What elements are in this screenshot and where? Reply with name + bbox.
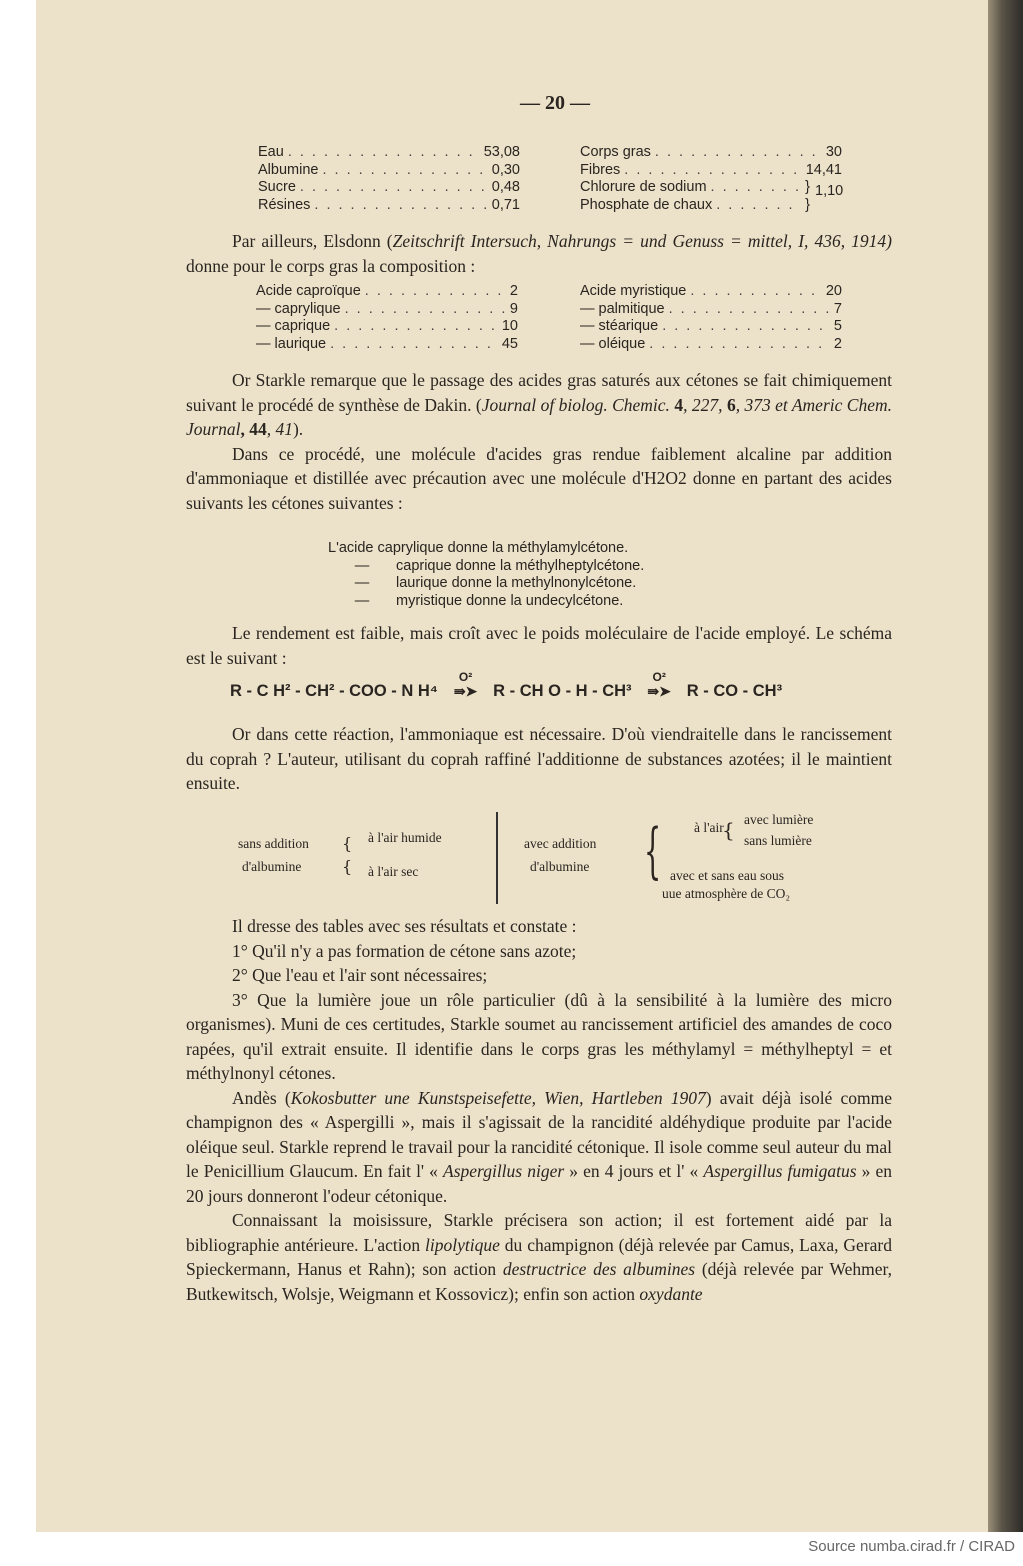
arrow-icon: O² ⇛➤: [453, 670, 478, 699]
list-item: — laurique donne la methylnonylcétone.: [354, 575, 637, 591]
page-number: — 20 —: [520, 92, 590, 114]
composition-left: [258, 144, 520, 214]
paragraph-dakin: Dans ce procédé, une molécule d'acides gras rendue faiblement alcaline par addition d'ammoniaque et distillée avec précaution avec une molécule d'H2O2 donne en partant des acides suivants les cétones suivantes :: [186, 443, 892, 513]
list-item: Acide caproïque . . . 2: [256, 283, 518, 301]
acids-right: [580, 283, 842, 353]
list-item: — caprylique . . . 9: [256, 301, 518, 319]
list-item: L'acide caprylique donne la méthylamylcétone.: [328, 540, 629, 556]
book-spine: [988, 0, 1023, 1532]
combined-value: 1,10: [815, 183, 844, 199]
experiment-table: sans addition d'albumine { { à l'air humide à l'air sec avec addition d'albumine { à l'air { avec lumière sans lumière avec et sans eau sous uue atmosphère de CO₂: [238, 812, 878, 904]
list-item: — caprique donne la méthylheptylcétone.: [354, 557, 645, 574]
divider: [496, 812, 498, 904]
paragraph-starkle: Connaissant la moisissure, Starkle précisera son action; il est fortement aidé par la bibliographie antérieure. L'action lipolytique du champignon (déjà relevée par Camus, Laxa, Gerard Spieckermann, Hanus et Rahn); son action destructrice des albumines (déjà relevée par Wehmer, Butkewitsch, Wolsje, Weigmann et Kossovicz); enfin son action oxydante: [186, 1210, 892, 1304]
list-item: Fibres . . . 14,41: [580, 162, 842, 180]
list-item: — oléique . . . 2: [580, 336, 842, 354]
source-credit: Source numba.cirad.fr / CIRAD: [808, 1538, 1015, 1555]
paragraph: Or dans cette réaction, l'ammoniaque est nécessaire. D'où viendraitelle dans le rancissement du coprah ? L'auteur, utilisant du coprah raffiné l'additionne de substances azotées; il le maintient ensuite.: [186, 724, 892, 793]
arrow-icon: O² ⇛➤: [647, 670, 671, 699]
list-item: 2° Que l'eau et l'air sont nécessaires;: [232, 965, 488, 985]
list-item: — palmitique . . . 7: [580, 301, 842, 319]
list-item: Acide myristique . . . 20: [580, 283, 842, 301]
list-item: Albumine . . . 0,30: [258, 162, 520, 180]
list-item: 3° Que la lumière joue un rôle particulier (dû à la sensibilité à la lumière des micro organismes). Muni de ces certitudes, Starkle soumet au rancissement artificiel des amandes de coco rapées, qu'il extrait ensuite. Il identifie dans le corps gras les méthylamyl = méthylheptyl = et méthylnonyl cétones.: [186, 989, 892, 1083]
list-item: 1° Qu'il n'y a pas formation de cétone sans azote;: [232, 940, 577, 961]
list-item: Eau . . . 53,08: [258, 144, 520, 162]
list-item: Chlorure de sodium . . . }: [580, 179, 810, 197]
list-item: Sucre . . . 0,48: [258, 179, 520, 197]
paragraph: Il dresse des tables avec ses résultats et constate : 1° Qu'il n'y a pas formation de cétone sans azote; 2° Que l'eau et l'air sont nécessaires; 3° Que la lumière joue un rôle particulier (dû à la sensibilité à la lumière des micro organismes). Muni de ces certitudes, Starkle soumet au rancissement artificiel des amandes de coco rapées, qu'il extrait ensuite. Il identifie dans le corps gras les méthylamyl = méthylheptyl = et méthylnonyl cétones. Andès (Kokosbutter une Kunstspeisefette, Wien, Hartleben 1907) avait déjà isolé comme champignon des « Aspergilli », mais il s'agissait de la rancidité aldéhydique produite par l'acide oléique seul. Starkle reprend le travail pour la rancidité cétonique. Il isole comme seul auteur du mal le Penicillium Glaucum. En fait l' « Aspergillus niger » en 4 jours et l' « Aspergillus fumigatus » en 20 jours donneront l'odeur cétonique. Connaissant la moisissure, Starkle précisera son action; il est fortement aidé par la bibliographie antérieure. L'action lipolytique du champignon (déjà relevée par Camus, Laxa, Gerard Spieckermann, Hanus et Rahn); son action destructrice des albumines (déjà relevée par Wehmer, Butkewitsch, Wolsje, Weigmann et Kossovicz); enfin son action oxydante: [186, 914, 892, 1306]
list-item: Phosphate de chaux . . . }: [580, 197, 810, 215]
list-item: — stéarique . . . 5: [580, 318, 842, 336]
list-item: Corps gras . . . 30: [580, 144, 842, 162]
reaction-formula: R - C H² - CH² - COO - N H⁴ O² ⇛➤ R - CH O - H - CH³ O² ⇛➤ R - CO - CH³: [230, 670, 783, 700]
ketone-list: [328, 540, 644, 610]
paragraph-andes: Andès (Kokosbutter une Kunstspeisefette, Wien, Hartleben 1907) avait déjà isolé comme champignon des « Aspergilli », mais il s'agissait de la rancidité aldéhydique produite par l'acide oléique seul. Starkle reprend le travail pour la rancidité cétonique. Il isole comme seul auteur du mal le Penicillium Glaucum. En fait l' « Aspergillus niger » en 4 jours et l' « Aspergillus fumigatus » en 20 jours donneront l'odeur cétonique.: [186, 1087, 892, 1206]
composition-right: [580, 144, 842, 214]
paragraph: Or Starkle remarque que le passage des acides gras saturés aux cétones se fait chimiquement suivant le procédé de synthèse de Dakin. (Journal of biolog. Chemic. 4, 227, 6, 373 et Americ Chem. Journal, 44, 41). Dans ce procédé, une molécule d'acides gras rendue faiblement alcaline par addition d'ammoniaque et distillée avec précaution avec une molécule d'H2O2 donne en partant des acides suivants les cétones suivantes :: [186, 368, 892, 515]
acids-left: [256, 283, 518, 353]
list-item: — myristique donne la undecylcétone.: [354, 592, 624, 609]
paragraph: Le rendement est faible, mais croît avec le poids moléculaire de l'acide employé. Le schéma est le suivant :: [186, 623, 892, 668]
list-item: — caprique . . . 10: [256, 318, 518, 336]
list-item: — laurique . . . 45: [256, 336, 518, 354]
list-item: Résines . . . 0,71: [258, 197, 520, 215]
paragraph: Par ailleurs, Elsdonn (Zeitschrift Intersuch, Nahrungs = und Genuss = mittel, I, 436, 1914) donne pour le corps gras la composition :: [186, 231, 892, 276]
